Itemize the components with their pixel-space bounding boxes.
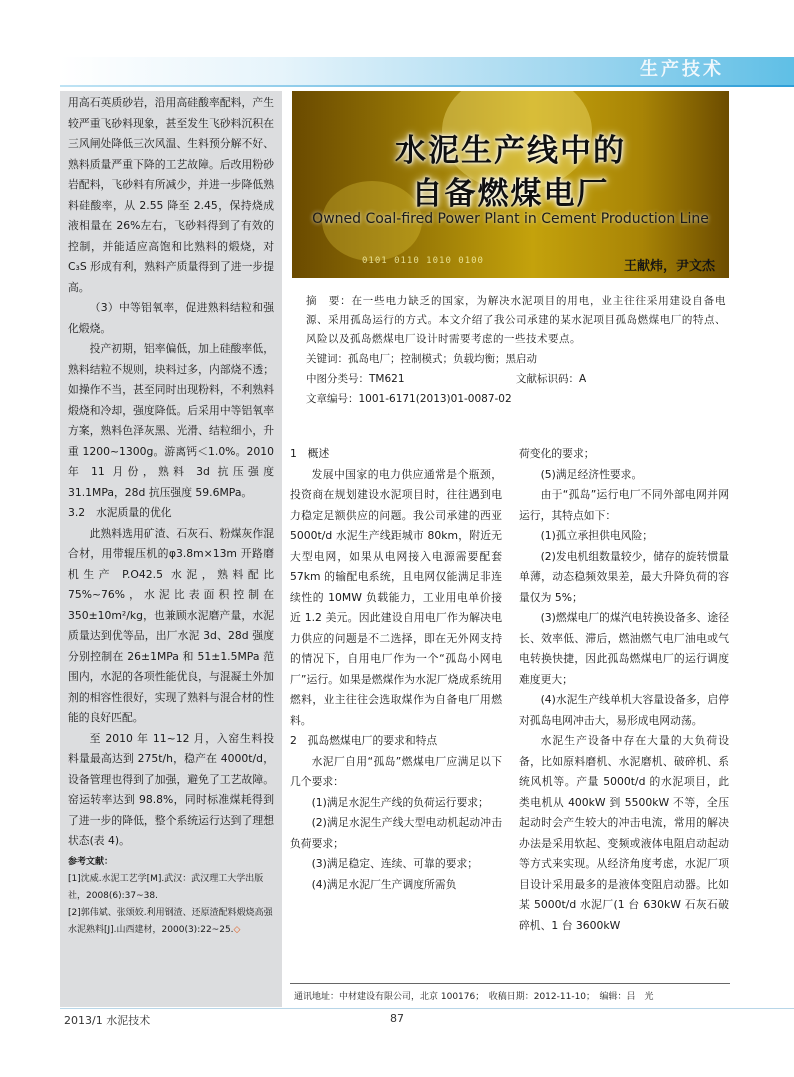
title-banner	[292, 91, 729, 278]
body-paragraph: 水泥厂自用“孤岛”燃煤电厂应满足以下几个要求：	[290, 754, 502, 788]
keywords: 关键词：孤岛电厂；控制模式；负载均衡；黑启动	[306, 353, 537, 365]
list-item: (5)满足经济性要求。	[540, 467, 643, 481]
authors: 王献炜，尹文杰	[623, 259, 715, 274]
page-number: 87	[390, 1012, 404, 1025]
list-item-continuation: 荷变化的要求；	[519, 447, 595, 460]
feature-item: (4)水泥生产线单机大容量设备多，启停对孤岛电网冲击大，易形成电网动荡。	[519, 693, 729, 727]
right-column	[519, 444, 729, 936]
list-item: (4)满足水泥厂生产调度所需负	[311, 877, 457, 891]
body-paragraph: 由于“孤岛”运行电厂不同外部电网并网运行，其特点如下：	[519, 488, 729, 522]
section-heading: 1 概述	[290, 447, 330, 460]
section-heading: 2 孤岛燃煤电厂的要求和特点	[290, 734, 438, 747]
left-list-item: （3）中等铝氧率，促进熟料结粒和强化煅烧。	[68, 301, 274, 335]
list-item: (1)满足水泥生产线的负荷运行要求；	[311, 795, 489, 809]
section-heading: 3.2 水泥质量的优化	[68, 506, 172, 519]
footer-divider	[290, 983, 730, 984]
classification-number: 中图分类号：TM621	[306, 373, 405, 385]
classification-row	[306, 369, 726, 389]
body-paragraph: 发展中国家的电力供应通常是个瓶颈，投资商在规划建设水泥项目时，往往遇到电力稳定足额供应的问题。我公司承建的西亚 5000t/d 水泥生产线距城市 80km，附近无大型电网，如果从电网接入电源需要配套 57km 的输配电系统，且电网仅能满足非连续性的 10MW 负载能力，工业用电单价接近 1.2 美元。因此建设自用电厂作为解决电力供应的问题是不二选择，即在无外网支持的情况下，自用电厂作为一个“孤岛小网电厂”运行。如果是燃煤作为水泥厂烧成系统用燃料，业主往往会选取煤作为自备电厂用燃料。	[290, 467, 502, 727]
middle-column	[290, 444, 502, 895]
abstract-block	[306, 292, 726, 409]
list-item: (2)满足水泥生产线大型电动机起动冲击负荷要求；	[290, 816, 502, 850]
document-code: 文献标识码：A	[516, 373, 587, 385]
reference-item: [1]沈威.水泥工艺学[M].武汉：武汉理工大学出版社，2008(6):37~38.	[68, 873, 264, 901]
end-mark-icon: ◇	[233, 924, 241, 935]
left-paragraph: 此熟料选用矿渣、石灰石、粉煤灰作混合材，用带辊压机的φ3.8m×13m 开路磨机生产 P.O42.5 水泥，熟料配比 75%~76%，水泥比表面积控制在 350±10m²/kg，也兼顾水泥磨产量，水泥质量达到优等品，出厂水泥 3d、28d 强度分别控制在 26±1MPa 和 51±1.5MPa 范围内，水泥的各项性能优良，与混凝土外加剂的相容性很好，实现了熟料与混合材的性能的良好匹配。	[68, 526, 274, 724]
header-divider	[60, 85, 794, 87]
english-title: Owned Coal-fired Power Plant in Cement Production Line	[312, 211, 709, 227]
article-title-line-1: 水泥生产线中的	[395, 133, 626, 169]
journal-issue: 2013/1 水泥技术	[64, 1014, 151, 1027]
left-paragraph: 至 2010 年 11~12 月，入窑生料投料量最高达到 275t/h，稳产在 4000t/d，设备管理也得到了加强，避免了工艺故障。窑运转率达到 98.8%，同时标准煤耗得到了进一步的降低，整个系统运行达到了理想状态(表 4)。	[68, 731, 274, 847]
body-paragraph: 水泥生产设备中存在大量的大负荷设备，比如原料磨机、水泥磨机、破碎机、系统风机等。产量 5000t/d 的水泥项目，此类电机从 400kW 到 5500kW 不等，全压起动时会产生较大的冲击电流，常用的解决办法是采用软起、变频或液体电阻启动起动等方式来实现。从经济角度考虑，水泥厂项目设计采用最多的是液体变阻启动器。比如某 5000t/d 水泥厂(1 台 630kW 石灰石破碎机、1 台 3600kW	[519, 734, 729, 932]
banner-binary-decoration: 0101 0110 1010 0100	[362, 256, 484, 266]
feature-item: (3)燃煤电厂的煤汽电转换设备多、途径长、效率低、滞后，燃油燃气电厂油电或气电转换快捷，因此孤岛燃煤电厂的运行调度难度更大；	[519, 611, 729, 686]
page-footer-divider	[60, 1008, 794, 1009]
feature-item: (2)发电机组数量较少，储存的旋转惯量单薄，动态稳频效果差，最大升降负荷的容量仅为 5%；	[519, 549, 729, 604]
article-title-line-2: 自备燃煤电厂	[411, 176, 610, 212]
left-paragraph: 用高石英质砂岩，沿用高硅酸率配料，产生较严重飞砂料现象，甚至发生飞砂料沉积在三风闸处降低三次风温、生料预分解不好、熟料质量严重下降的工艺故障。后改用粉砂岩配料，飞砂料有所减少，并进一步降低熟料硅酸率，从 2.55 降至 2.45，保持烧成液相量在 26%左右，飞砂料得到了有效的控制，并能适应高饱和比熟料的煅烧，对 C₃S 形成有利，熟料产质量得到了进一步提高。	[68, 96, 274, 294]
references-heading: 参考文献：	[68, 856, 114, 867]
left-paragraph: 投产初期，铝率偏低，加上硅酸率低，熟料结粒不规则，块料过多，内部烧不透；如操作不当，甚至同时出现粉料，不利熟料煅烧和冷却，强度降低。后采用中等铝氧率方案，熟料色泽灰黑、光滑、结粒细小，升重 1200~1300g。游离钙＜1.0%。2010 年 11 月份，熟料 3d 抗压强度 31.1MPa，28d 抗压强度 59.6MPa。	[68, 342, 274, 499]
section-title: 生产技术	[640, 59, 724, 80]
article-number: 文章编号：1001-6171(2013)01-0087-02	[306, 393, 512, 405]
list-item: (3)满足稳定、连续、可靠的要求；	[311, 857, 479, 870]
feature-item: (1)孤立承担供电风险；	[540, 529, 654, 542]
abstract-text: 摘 要：在一些电力缺乏的国家，为解决水泥项目的用电，业主往往采用建设自备电源、采用孤岛运行的方式。本文介绍了我公司承建的某水泥项目孤岛燃煤电厂的特点、风险以及孤岛燃煤电厂设计时需要考虑的一些技术要点。	[306, 295, 726, 345]
reference-item	[68, 905, 274, 939]
reference-text: [2]郭伟斌、张颂姣.利用钢渣、还原渣配料煅烧高强水泥熟料[J].山西建材，2000(3):22~25.	[68, 907, 273, 935]
footer-info: 通讯地址：中材建设有限公司，北京 100176； 收稿日期：2012-11-10； 编辑：吕 光	[294, 992, 654, 1002]
left-column	[60, 91, 282, 1007]
